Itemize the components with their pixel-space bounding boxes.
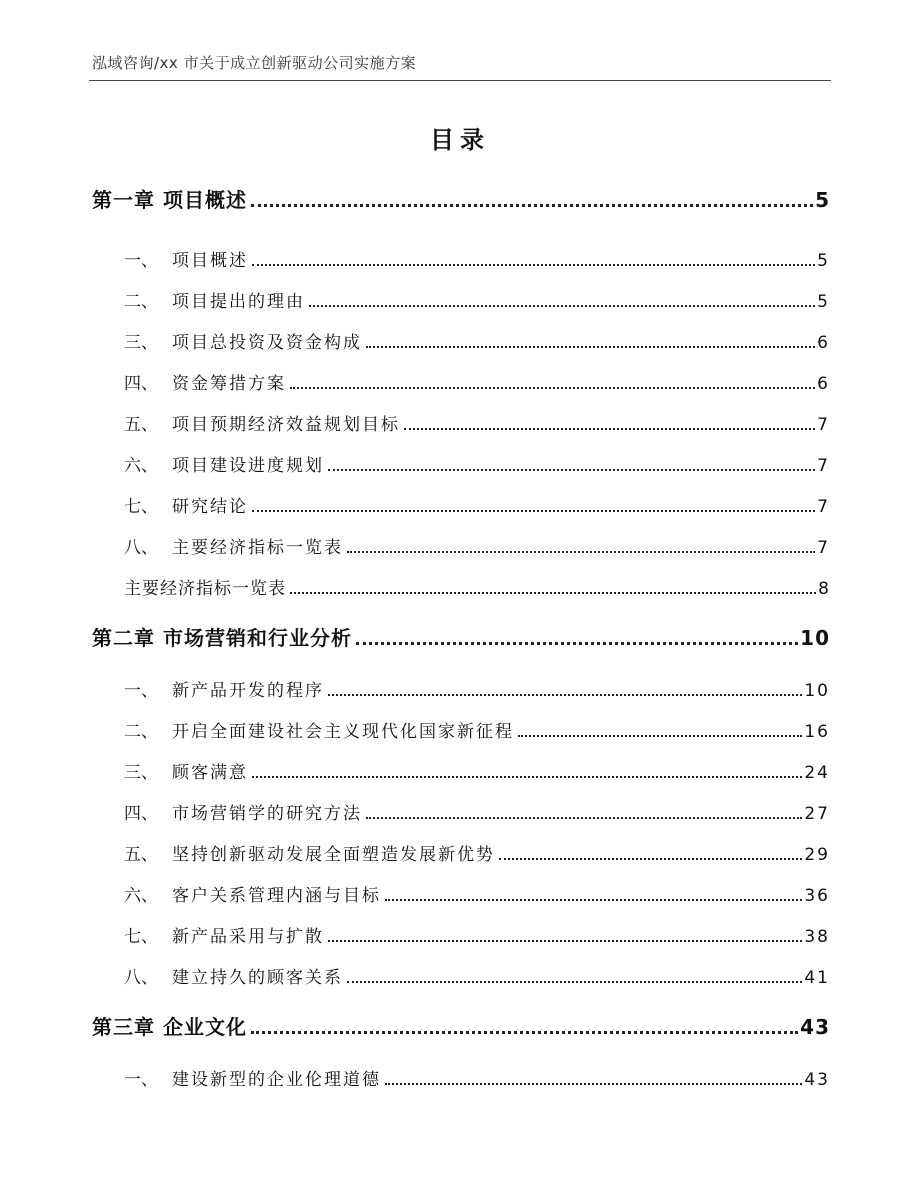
section-title: 新产品采用与扩散 (172, 927, 324, 947)
page-number: 7 (817, 456, 830, 476)
toc-entry[interactable] (124, 369, 830, 394)
page-number: 38 (804, 927, 830, 947)
toc-entry[interactable] (124, 574, 830, 599)
section-number: 二、 (124, 722, 158, 742)
dot-leader (366, 817, 802, 819)
section-title: 项目总投资及资金构成 (172, 333, 362, 353)
chapter-title: 第一章 项目概述 (92, 188, 247, 212)
section-number: 四、 (124, 374, 158, 394)
page-number: 43 (804, 1070, 830, 1090)
page-number: 43 (800, 1015, 830, 1039)
dot-leader (499, 858, 802, 860)
page-number: 5 (815, 188, 830, 212)
toc-entry[interactable] (124, 799, 830, 824)
dot-leader (347, 551, 815, 553)
dot-leader (252, 264, 815, 266)
section-title: 项目建设进度规划 (172, 456, 324, 476)
dot-leader (385, 899, 802, 901)
toc-entry[interactable] (124, 246, 830, 271)
dot-leader (356, 642, 798, 645)
toc-entry[interactable] (124, 840, 830, 865)
dot-leader (290, 387, 815, 389)
toc-chapter-2[interactable] (92, 622, 830, 651)
toc-entry[interactable] (124, 533, 830, 558)
page-number: 5 (817, 251, 830, 271)
toc-entry[interactable] (124, 922, 830, 947)
page-number: 24 (804, 763, 830, 783)
section-title: 建设新型的企业伦理道德 (172, 1070, 381, 1090)
page-number: 7 (817, 497, 830, 517)
page-number: 6 (817, 374, 830, 394)
dot-leader (251, 204, 813, 207)
section-number: 八、 (124, 968, 158, 988)
dot-leader (385, 1083, 802, 1085)
section-title: 主要经济指标一览表 (172, 538, 343, 558)
header-divider (89, 80, 831, 81)
dot-leader (251, 1031, 798, 1034)
section-number: 六、 (124, 456, 158, 476)
toc-entry[interactable] (124, 410, 830, 435)
page-number: 10 (804, 681, 830, 701)
section-number: 一、 (124, 1070, 158, 1090)
page-number: 7 (817, 415, 830, 435)
page-number: 29 (804, 845, 830, 865)
dot-leader (347, 981, 802, 983)
dot-leader (366, 346, 815, 348)
toc-entry[interactable] (124, 328, 830, 353)
section-title: 主要经济指标一览表 (124, 579, 286, 599)
toc-entry[interactable] (124, 451, 830, 476)
toc-entry[interactable] (124, 1065, 830, 1090)
section-number: 二、 (124, 292, 158, 312)
toc-entry[interactable] (124, 492, 830, 517)
toc-title: 目录 (430, 126, 490, 154)
dot-leader (252, 776, 802, 778)
dot-leader (252, 510, 815, 512)
page-number: 10 (800, 626, 830, 650)
chapter-title: 第二章 市场营销和行业分析 (92, 626, 352, 650)
toc-entry[interactable] (124, 963, 830, 988)
toc-chapter-3[interactable] (92, 1011, 830, 1040)
section-title: 资金筹措方案 (172, 374, 286, 394)
section-number: 六、 (124, 886, 158, 906)
page-number: 36 (804, 886, 830, 906)
page-number: 27 (804, 804, 830, 824)
dot-leader (309, 305, 815, 307)
section-number: 五、 (124, 415, 158, 435)
section-number: 八、 (124, 538, 158, 558)
section-title: 项目概述 (172, 251, 248, 271)
toc-entry[interactable] (124, 717, 830, 742)
section-number: 三、 (124, 763, 158, 783)
section-title: 市场营销学的研究方法 (172, 804, 362, 824)
dot-leader (328, 940, 802, 942)
dot-leader (518, 735, 802, 737)
toc-entry[interactable] (124, 676, 830, 701)
section-title: 研究结论 (172, 497, 248, 517)
section-title: 客户关系管理内涵与目标 (172, 886, 381, 906)
toc-entry[interactable] (124, 758, 830, 783)
page-number: 16 (804, 722, 830, 742)
section-title: 开启全面建设社会主义现代化国家新征程 (172, 722, 514, 742)
section-title: 顾客满意 (172, 763, 248, 783)
page-number: 6 (817, 333, 830, 353)
section-number: 四、 (124, 804, 158, 824)
page-number: 5 (817, 292, 830, 312)
dot-leader (404, 428, 815, 430)
section-title: 坚持创新驱动发展全面塑造发展新优势 (172, 845, 495, 865)
section-title: 项目预期经济效益规划目标 (172, 415, 400, 435)
section-number: 五、 (124, 845, 158, 865)
page-number: 7 (817, 538, 830, 558)
dot-leader (328, 694, 802, 696)
section-number: 一、 (124, 251, 158, 271)
toc-chapter-1[interactable] (92, 184, 830, 213)
page-number: 41 (804, 968, 830, 988)
toc-entry[interactable] (124, 881, 830, 906)
section-number: 三、 (124, 333, 158, 353)
section-title: 项目提出的理由 (172, 292, 305, 312)
chapter-title: 第三章 企业文化 (92, 1015, 247, 1039)
toc-entry[interactable] (124, 287, 830, 312)
section-number: 七、 (124, 927, 158, 947)
dot-leader (290, 592, 816, 594)
running-header: 泓域咨询/xx 市关于成立创新驱动公司实施方案 (92, 54, 417, 72)
section-title: 新产品开发的程序 (172, 681, 324, 701)
section-title: 建立持久的顾客关系 (172, 968, 343, 988)
section-number: 七、 (124, 497, 158, 517)
page-number: 8 (818, 579, 830, 599)
section-number: 一、 (124, 681, 158, 701)
dot-leader (328, 469, 815, 471)
